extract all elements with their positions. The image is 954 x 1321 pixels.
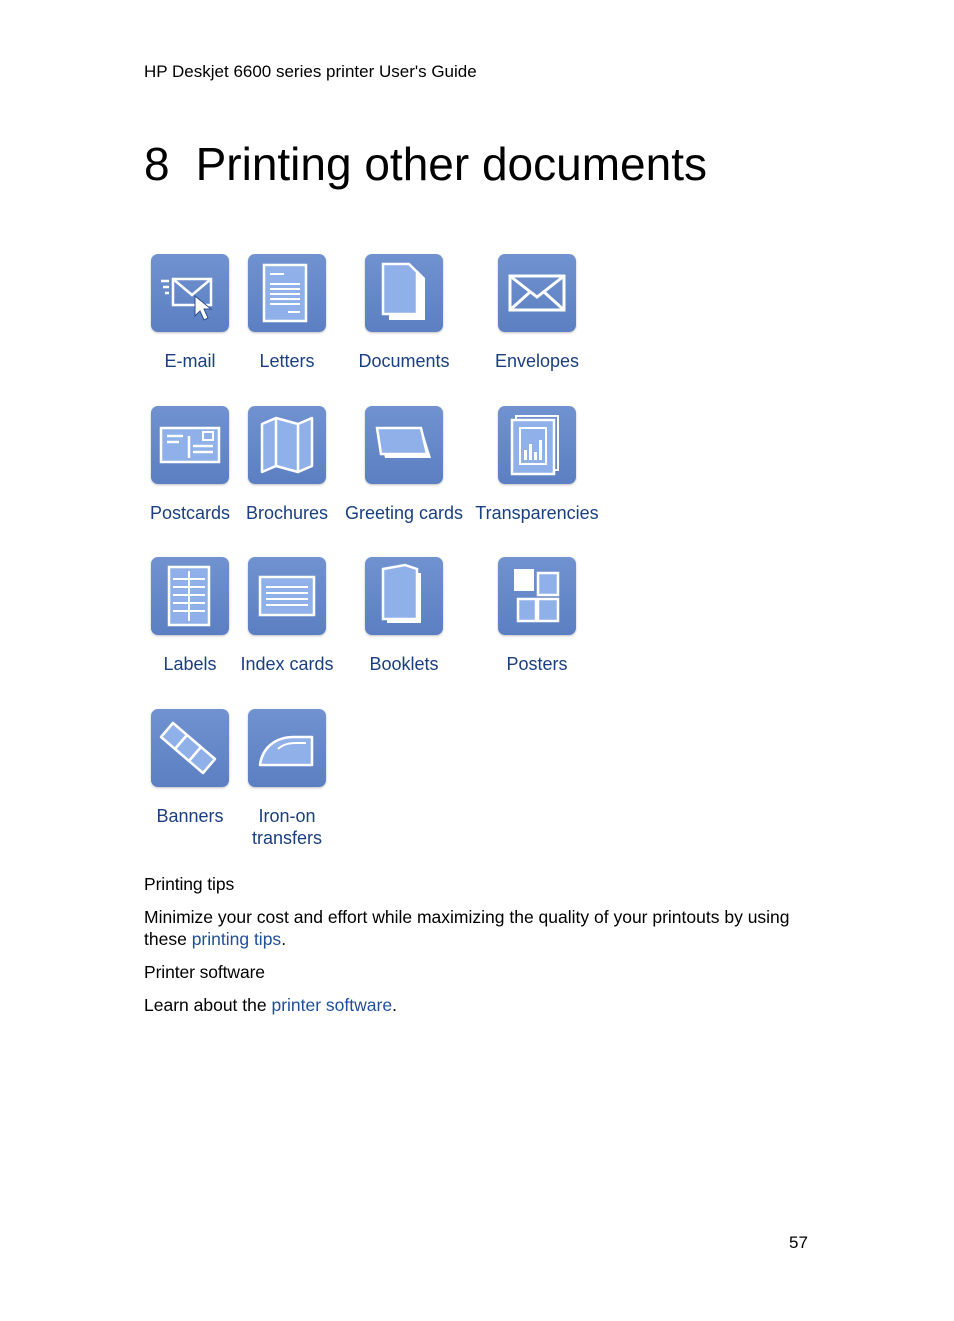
tile-label[interactable] (212, 805, 362, 849)
iron-icon[interactable] (248, 709, 326, 787)
poster-icon[interactable] (498, 557, 576, 635)
tile-label-line2[interactable]: transfers (251, 828, 323, 848)
paragraph-text: Learn about the (144, 995, 272, 1015)
tile-label[interactable]: Letters (259, 351, 315, 371)
tile-label[interactable]: Postcards (149, 503, 231, 523)
chapter-title (144, 137, 707, 192)
booklet-icon[interactable] (365, 557, 443, 635)
index-card-icon[interactable] (248, 557, 326, 635)
tile-label[interactable]: Greeting cards (344, 503, 464, 523)
tile-label[interactable]: Labels (163, 654, 217, 674)
tile-label[interactable]: Documents (358, 351, 450, 371)
tile-label[interactable]: Booklets (369, 654, 439, 674)
tile-label[interactable]: Index cards (240, 654, 334, 674)
chapter-title-text: Printing other documents (195, 138, 707, 190)
tile-label[interactable]: Brochures (245, 503, 329, 523)
tile-booklets[interactable] (329, 557, 479, 675)
tile-envelopes[interactable] (462, 254, 612, 372)
chapter-number: 8 (144, 138, 170, 190)
tile-label[interactable]: Banners (156, 806, 224, 826)
brochure-icon[interactable] (248, 406, 326, 484)
paragraph-text: . (281, 929, 287, 949)
documents-icon[interactable] (365, 254, 443, 332)
printing-tips-paragraph (144, 906, 824, 950)
printer-software-paragraph (144, 994, 824, 1016)
transparency-icon[interactable] (498, 406, 576, 484)
page-number: 57 (789, 1233, 808, 1252)
tile-posters[interactable] (462, 557, 612, 675)
paragraph-text: . (392, 995, 397, 1015)
printing-tips-link[interactable]: printing tips (191, 929, 282, 949)
letter-icon[interactable] (248, 254, 326, 332)
envelope-icon[interactable] (498, 254, 576, 332)
printer-software-link[interactable]: printer software (271, 995, 393, 1015)
running-header: HP Deskjet 6600 series printer User's Guide (144, 62, 477, 81)
tile-transparencies[interactable] (462, 406, 612, 524)
printing-tips-heading: Printing tips (144, 874, 235, 894)
tile-label[interactable]: Envelopes (494, 351, 580, 371)
tile-iron-on-transfers[interactable] (212, 709, 362, 849)
tile-label[interactable]: E-mail (164, 351, 216, 371)
greeting-card-icon[interactable] (365, 406, 443, 484)
tile-greeting-cards[interactable] (329, 406, 479, 524)
printer-software-heading: Printer software (144, 962, 265, 982)
tile-label[interactable]: Posters (506, 654, 568, 674)
tile-documents[interactable] (329, 254, 479, 372)
paragraph-text: Minimize your cost and effort while maximizing the quality of your printouts by using these (144, 907, 790, 949)
tile-label[interactable]: Transparencies (475, 503, 599, 523)
tile-label-line1[interactable]: Iron-on (258, 806, 316, 826)
